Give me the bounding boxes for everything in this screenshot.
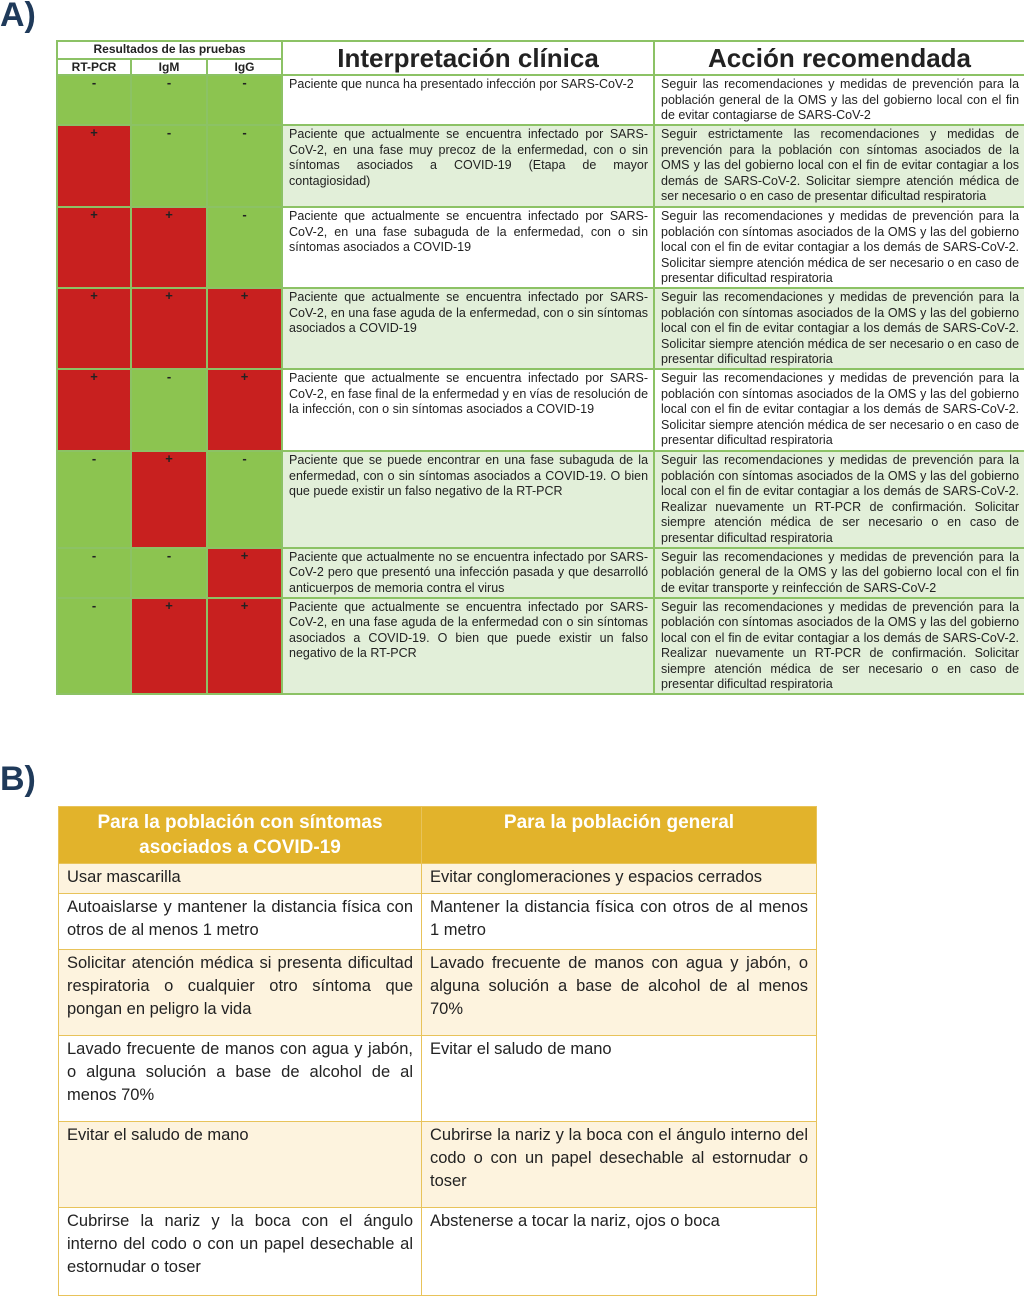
interpretation-row [57, 598, 1024, 695]
measure-row [59, 894, 817, 950]
igm-result-cell: - [131, 369, 207, 451]
igg-result-cell: - [207, 207, 282, 288]
interpretation-row [57, 207, 1024, 288]
igg-result-cell: + [207, 288, 282, 369]
general-measure-cell: Evitar conglomeraciones y espacios cerrados [422, 864, 817, 894]
rtpcr-result-cell: - [57, 451, 131, 548]
general-measure-cell: Lavado frecuente de manos con agua y jabón, o alguna solución a base de alcohol de al menos 70% [422, 950, 817, 1036]
rtpcr-result-cell: - [57, 548, 131, 598]
symptomatic-population-header: Para la población con síntomas asociados a COVID-19 [59, 807, 422, 864]
action-header: Acción recomendada [654, 41, 1024, 75]
action-cell: Seguir las recomendaciones y medidas de prevención para la población con síntomas asociados de la OMS y las del gobierno local con el fin de evitar contagiar a los demás de SARS-CoV-2. Solicitar siempre atención médica de ser necesario o en caso de presentar dificultad respiratoria [654, 207, 1024, 288]
interpretation-cell: Paciente que actualmente se encuentra infectado por SARS-CoV-2, en una fase muy precoz de la enfermedad, con o sin síntomas asociados a COVID-19 (Etapa de mayor contagiosidad) [282, 125, 654, 207]
symptomatic-measure-cell: Usar mascarilla [59, 864, 422, 894]
general-measure-cell: Cubrirse la nariz y la boca con el ángulo interno del codo o con un papel desechable al estornudar o toser [422, 1122, 817, 1208]
interpretation-cell: Paciente que actualmente se encuentra infectado por SARS-CoV-2, en una fase aguda de la enfermedad, con o sin síntomas asociados a COVID-19 [282, 288, 654, 369]
igg-result-cell: - [207, 75, 282, 125]
symptomatic-measure-cell: Evitar el saludo de mano [59, 1122, 422, 1208]
action-cell: Seguir las recomendaciones y medidas de prevención para la población con síntomas asociados de la OMS y las del gobierno local con el fin de evitar contagiar a los demás de SARS-CoV-2. Solicitar siempre atención médica de ser necesario o en caso de presentar dificultad respiratoria [654, 288, 1024, 369]
symptomatic-measure-cell: Autoaislarse y mantener la distancia física con otros de al menos 1 metro [59, 894, 422, 950]
action-cell: Seguir las recomendaciones y medidas de prevención para la población con síntomas asociados de la OMS y las del gobierno local con el fin de evitar contagiar a los demás de SARS-CoV-2. Realizar nuevamente un RT-PCR de confirmación. Solicitar siempre atención médica de ser necesario o en caso de presentar dificultad respiratoria [654, 451, 1024, 548]
rtpcr-header: RT-PCR [57, 59, 131, 75]
interpretation-cell: Paciente que actualmente se encuentra infectado por SARS-CoV-2, en una fase aguda de la enfermedad con o sin síntomas asociados a COVID-19. O bien que puede existir un falso negativo de la RT-PCR [282, 598, 654, 695]
igm-result-cell: + [131, 451, 207, 548]
rtpcr-result-cell: + [57, 369, 131, 451]
panel-b-label: B) [0, 760, 36, 798]
igg-header: IgG [207, 59, 282, 75]
interpretation-row [57, 288, 1024, 369]
rtpcr-result-cell: + [57, 125, 131, 207]
igg-result-cell: + [207, 548, 282, 598]
panel-a-label: A) [0, 0, 36, 34]
igm-result-cell: - [131, 548, 207, 598]
igm-result-cell: + [131, 207, 207, 288]
igm-result-cell: - [131, 125, 207, 207]
measure-row [59, 1122, 817, 1208]
interpretation-cell: Paciente que actualmente no se encuentra infectado por SARS-CoV-2 pero que presentó una infección pasada y que desarrolló anticuerpos de memoria contra el virus [282, 548, 654, 598]
igm-result-cell: + [131, 288, 207, 369]
measure-row [59, 864, 817, 894]
interpretation-cell: Paciente que actualmente se encuentra infectado por SARS-CoV-2, en fase final de la enfermedad y en vías de resolución de la infección, con o sin síntomas asociados a COVID-19 [282, 369, 654, 451]
rtpcr-result-cell: + [57, 207, 131, 288]
igg-result-cell: + [207, 369, 282, 451]
measure-row [59, 1036, 817, 1122]
interpretation-cell: Paciente que se puede encontrar en una fase subaguda de la enfermedad, con o sin síntomas asociados a COVID-19. O bien que puede existir un falso negativo de la RT-PCR [282, 451, 654, 548]
igm-header: IgM [131, 59, 207, 75]
action-cell: Seguir las recomendaciones y medidas de prevención para la población general de la OMS y las del gobierno local con el fin de evitar transporte y reinfección de SARS-CoV-2 [654, 548, 1024, 598]
general-population-header: Para la población general [422, 807, 817, 864]
symptomatic-measure-cell: Cubrirse la nariz y la boca con el ángulo interno del codo o con un papel desechable al estornudar o toser [59, 1208, 422, 1296]
igg-result-cell: - [207, 125, 282, 207]
action-cell: Seguir las recomendaciones y medidas de prevención para la población con síntomas asociados de la OMS y las del gobierno local con el fin de evitar contagiar a los demás de SARS-CoV-2. Solicitar siempre atención médica de ser necesario o en caso de presentar dificultad respiratoria [654, 369, 1024, 451]
general-measure-cell: Evitar el saludo de mano [422, 1036, 817, 1122]
test-interpretation-table [56, 40, 1024, 695]
igm-result-cell: - [131, 75, 207, 125]
interpretation-header: Interpretación clínica [282, 41, 654, 75]
interpretation-row [57, 369, 1024, 451]
interpretation-cell: Paciente que actualmente se encuentra infectado por SARS-CoV-2, en una fase subaguda de la enfermedad, con o sin síntomas asociados a COVID-19 [282, 207, 654, 288]
rtpcr-result-cell: - [57, 598, 131, 695]
symptomatic-measure-cell: Solicitar atención médica si presenta dificultad respiratoria o cualquier otro síntoma que pongan en peligro la vida [59, 950, 422, 1036]
symptomatic-measure-cell: Lavado frecuente de manos con agua y jabón, o alguna solución a base de alcohol de al menos 70% [59, 1036, 422, 1122]
interpretation-row [57, 548, 1024, 598]
action-cell: Seguir las recomendaciones y medidas de prevención para la población con síntomas asociados de la OMS y las del gobierno local con el fin de evitar contagiar a los demás de SARS-CoV-2. Realizar nuevamente un RT-PCR de confirmación. Solicitar siempre atención médica de ser necesario o en caso de presentar dificultad respiratoria [654, 598, 1024, 695]
interpretation-row [57, 75, 1024, 125]
interpretation-cell: Paciente que nunca ha presentado infección por SARS-CoV-2 [282, 75, 654, 125]
igg-result-cell: + [207, 598, 282, 695]
action-cell: Seguir estrictamente las recomendaciones y medidas de prevención para la población con síntomas asociados de la OMS y las del gobierno local con el fin de evitar contagiar a los demás de SARS-CoV-2. Solicitar siempre atención médica de ser necesario o en caso de presentar dificultad respiratoria [654, 125, 1024, 207]
general-measure-cell: Abstenerse a tocar la nariz, ojos o boca [422, 1208, 817, 1296]
measure-row [59, 1208, 817, 1296]
rtpcr-result-cell: - [57, 75, 131, 125]
igg-result-cell: - [207, 451, 282, 548]
interpretation-row [57, 451, 1024, 548]
results-header: Resultados de las pruebas [57, 41, 282, 59]
general-measure-cell: Mantener la distancia física con otros de al menos 1 metro [422, 894, 817, 950]
rtpcr-result-cell: + [57, 288, 131, 369]
igm-result-cell: + [131, 598, 207, 695]
interpretation-row [57, 125, 1024, 207]
action-cell: Seguir las recomendaciones y medidas de prevención para la población general de la OMS y las del gobierno local con el fin de evitar contagiarse de SARS-CoV-2 [654, 75, 1024, 125]
prevention-measures-table [58, 806, 817, 1296]
measure-row [59, 950, 817, 1036]
